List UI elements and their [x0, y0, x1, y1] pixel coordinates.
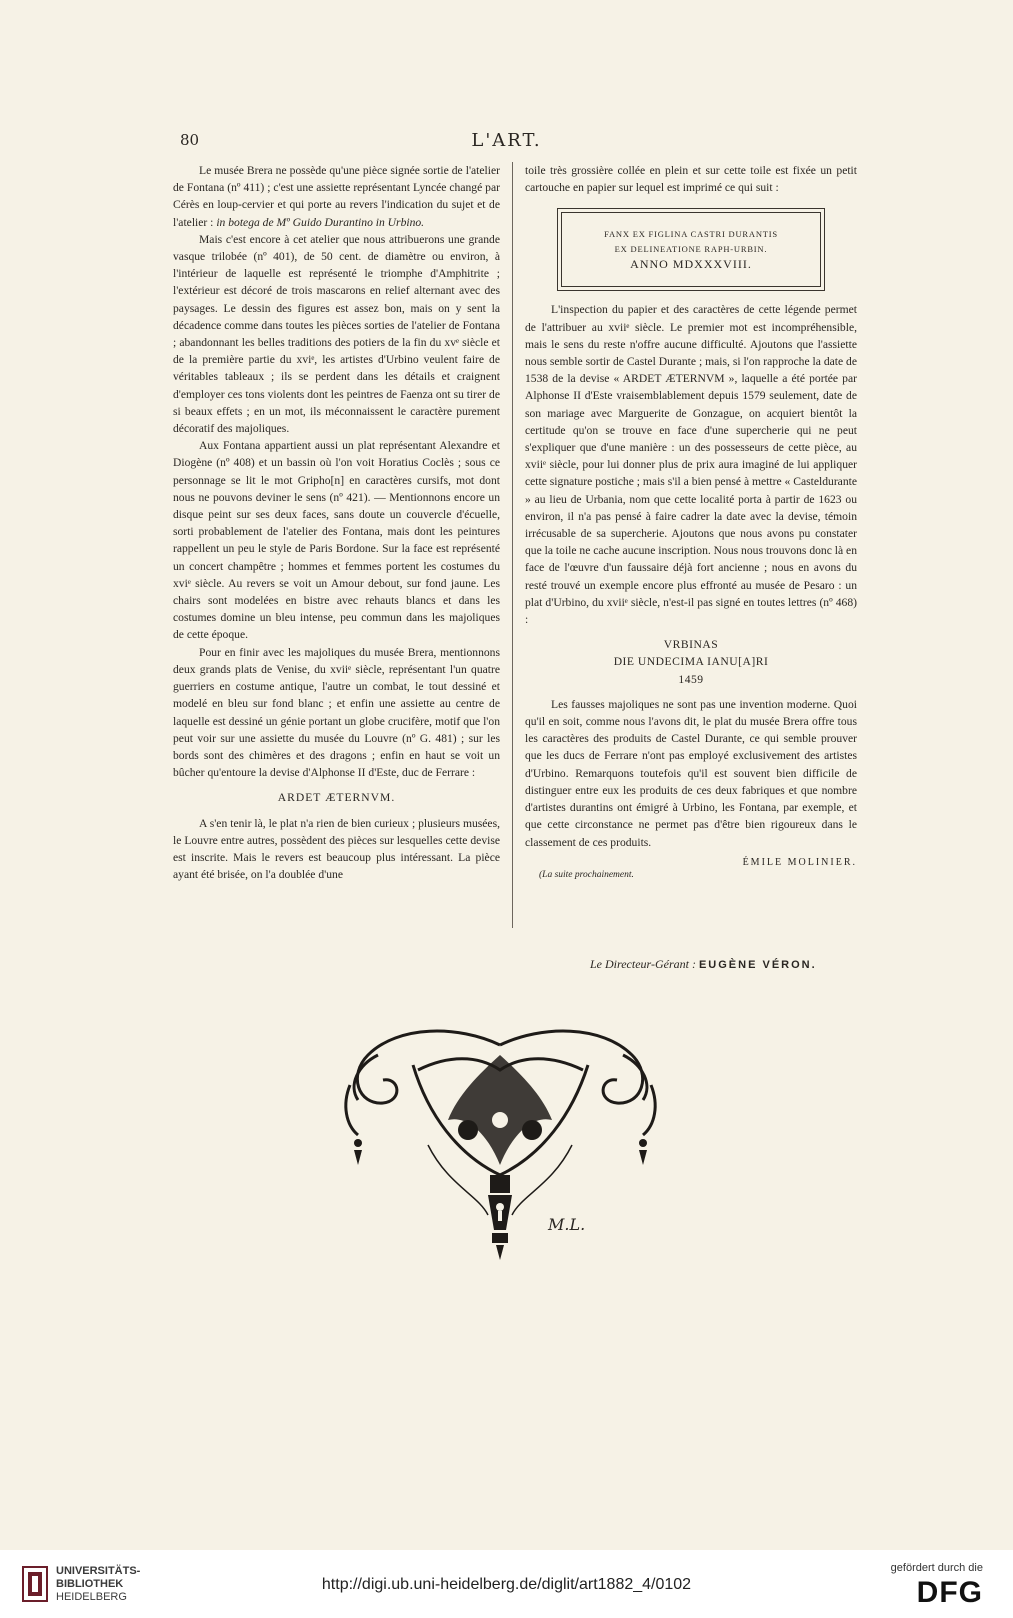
cartouche-line: FANX EX FIGLINA CASTRI DURANTIS	[604, 229, 778, 240]
paragraph: Pour en finir avec les majoliques du musée Brera, mentionnons deux grands plats de Venise, du xviiᵉ siècle, représentant l'un quatre guerriers en costume antique, l'autre un combat, le tout dessiné et modelé en bleu sur fond blanc ; et enfin une assiette au centre de laquelle est dessiné un génie portant un globe crucifère, motif que l'on peut voir sur une assiette du musée du Louvre (nº G. 481) ; sur les bords sont des chimères et des dragons ; enfin en haut se voit un bûcher qu'entoure la devise d'Alphonse II d'Este, duc de Ferrare :	[173, 645, 500, 780]
column-divider	[512, 162, 513, 928]
paragraph: Mais c'est encore à cet atelier que nous attribuerons une grande vasque trilobée (nº 401), de 50 cent. de diamètre ou environ, à l'intérieur de laquelle est représenté le triomphe d'Amphitrite ; l'extérieur est décoré de trois mascarons en relief alternant avec des paysages. Le dessin des figures est assez bon, mais on y sent la décadence comme dans toutes les pièces sorties de l'atelier de Fontana ; abandonnant les belles traditions des potiers de la fin du xvᵉ siècle et de la première partie du xviᵉ, les artistes d'Urbino veulent faire de véritables tableaux ; ils se perdent dans les détails et craignent d'employer ces tons violents dont les peintres de Faenza ont su tirer de si beaux effets ; en un mot, ils méconnaissent le caractère purement décoratif des majoliques.	[173, 232, 500, 436]
left-column	[173, 162, 500, 883]
signature: ÉMILE MOLINIER.	[742, 856, 857, 868]
paragraph: A s'en tenir là, le plat n'a rien de bien curieux ; plusieurs musées, le Louvre entre autres, possèdent des pièces sur lesquelles cette devise est inscrite. Mais le revers est beaucoup plus intéressant. La pièce ayant été brisée, on l'a doublée d'une	[173, 816, 500, 882]
paragraph-text: Le musée Brera ne possède qu'une pièce signée sortie de l'atelier de Fontana (nº 411) ; c'est une assiette représentant Lyncée changé par Cérès en loup-cervier et qui porte au revers l'indication du sujet et de l'atelier :	[173, 164, 500, 229]
paragraph: Aux Fontana appartient aussi un plat représentant Alexandre et Diogène (nº 408) et un bassin où l'on voit Horatius Coclès ; sous ce personnage se lit le mot Gripho[n] en caractères cursifs, mot dont nous ne pouvons deviner le sens (nº 421). — Mentionnons encore un disque peint sur ses deux faces, sans doute un couvercle d'écuelle, sorti probablement de l'atelier des Fontana, mais dont les peintures rappellent un peu le style de Paris Bordone. Sur la face est représenté un concert champêtre ; hommes et femmes portent les costumes du xviᵉ siècle. Au revers se voit un Amour debout, sur fond jaune. Les chairs sont modelées en bistre avec rehauts blancs et dans les costumes domine un bleu intense, peu commun dans les majoliques de cette époque.	[173, 439, 500, 642]
to-be-continued: (La suite prochainement.	[539, 869, 634, 880]
inscription-line: VRBINAS	[663, 638, 719, 652]
right-column	[525, 162, 857, 884]
dfg-logo: DFG	[916, 1576, 983, 1609]
paragraph: L'inspection du papier et des caractères de cette légende permet de l'attribuer au xviiᵉ siècle. Le premier mot est incompréhensible, mais le sens du reste n'offre aucune difficulté. Ajoutons que l'assiette nous semble sortir de Castel Durante ; mais, si l'on rapproche la date de 1538 de la devise « ARDET ÆTERNVM », laquelle a été portée par Alphonse II d'Este vraisemblablement depuis 1579 seulement, date de son mariage avec Marguerite de Gonzague, on acquiert bientôt la certitude qu'on se trouve en face d'une supercherie qui ne peut s'expliquer que d'une manière : un des possesseurs de cette pièce, au xviiᵉ siècle, pour lui donner plus de prix aura imaginé de lui appliquer cette signature postiche ; mais s'il a bien pensé à mettre « Casteldurante » au lieu de Urbania, nom que cette localité porta à partir de 1623 ou environ, il n'a pas pensé à faire cadrer la date avec la devise, témoin irrécusable de sa supercherie. Ajoutons que nous avons pu constater que la toile ne cache aucune inscription. Nous nous trouvons donc là en face de l'œuvre d'un faussaire déjà fort ancienne ; nous en avons du resté trouvé un exemple encore plus effronté au musée de Pesaro : un plat d'Urbino, du xviiᵉ siècle, n'est-il pas signé en toutes lettres (nº 468) :	[525, 303, 857, 627]
paragraph: Les fausses majoliques ne sont pas une invention moderne. Quoi qu'il en soit, comme nous l'avons dit, le plat du musée Brera offre tous les caractères des produits de Castel Durante, ce qui semble prouver que les ducs de Ferrare n'ont pas employé exclusivement des artistes d'Urbino. Remarquons toutefois qu'il est souvent bien difficile de distinguer entre eux les produits de ces deux fabriques et que nombre d'artistes durantins ont émigré à Urbino, les Fontana, par exemple, et que cette circonstance ne permet pas d'être bien rigoureux dans le classement de ces produits.	[525, 697, 857, 849]
running-title: L'ART.	[471, 130, 542, 151]
cartouche-line: EX DELINEATIONE RAPH-URBIN.	[614, 244, 768, 255]
cartouche-box	[557, 208, 825, 291]
inscription-line: DIE UNDECIMA IANU[A]RI	[613, 655, 769, 669]
library-footer	[0, 1550, 1013, 1618]
inscription-line: 1459	[678, 672, 704, 686]
italic-inscription: in botega de Mº Guido Durantino in Urbino.	[216, 215, 425, 229]
motto: ARDET ÆTERNVM.	[277, 791, 396, 805]
cartouche-line: ANNO MDXXXVIII.	[630, 257, 752, 272]
paragraph: toile très grossière collée en plein et sur cette toile est fixée un petit cartouche en papier sur lequel est imprimé ce qui suit :	[525, 164, 857, 195]
funded-by-label: gefördert durch die	[890, 1562, 983, 1574]
ornament-monogram: M.L.	[548, 1215, 586, 1234]
decorative-ornament	[338, 1025, 663, 1265]
permalink-url[interactable]: http://digi.ub.uni-heidelberg.de/diglit/art1882_4/0102	[321, 1576, 692, 1593]
editor-label: Le Directeur-Gérant :	[590, 957, 696, 971]
institution-name: UNIVERSITÄTS- BIBLIOTHEK HEIDELBERG	[56, 1565, 141, 1603]
editor-credit	[590, 957, 817, 972]
page-number: 80	[180, 131, 200, 149]
editor-name: EUGÈNE VÉRON.	[698, 959, 817, 971]
paragraph	[173, 162, 500, 231]
